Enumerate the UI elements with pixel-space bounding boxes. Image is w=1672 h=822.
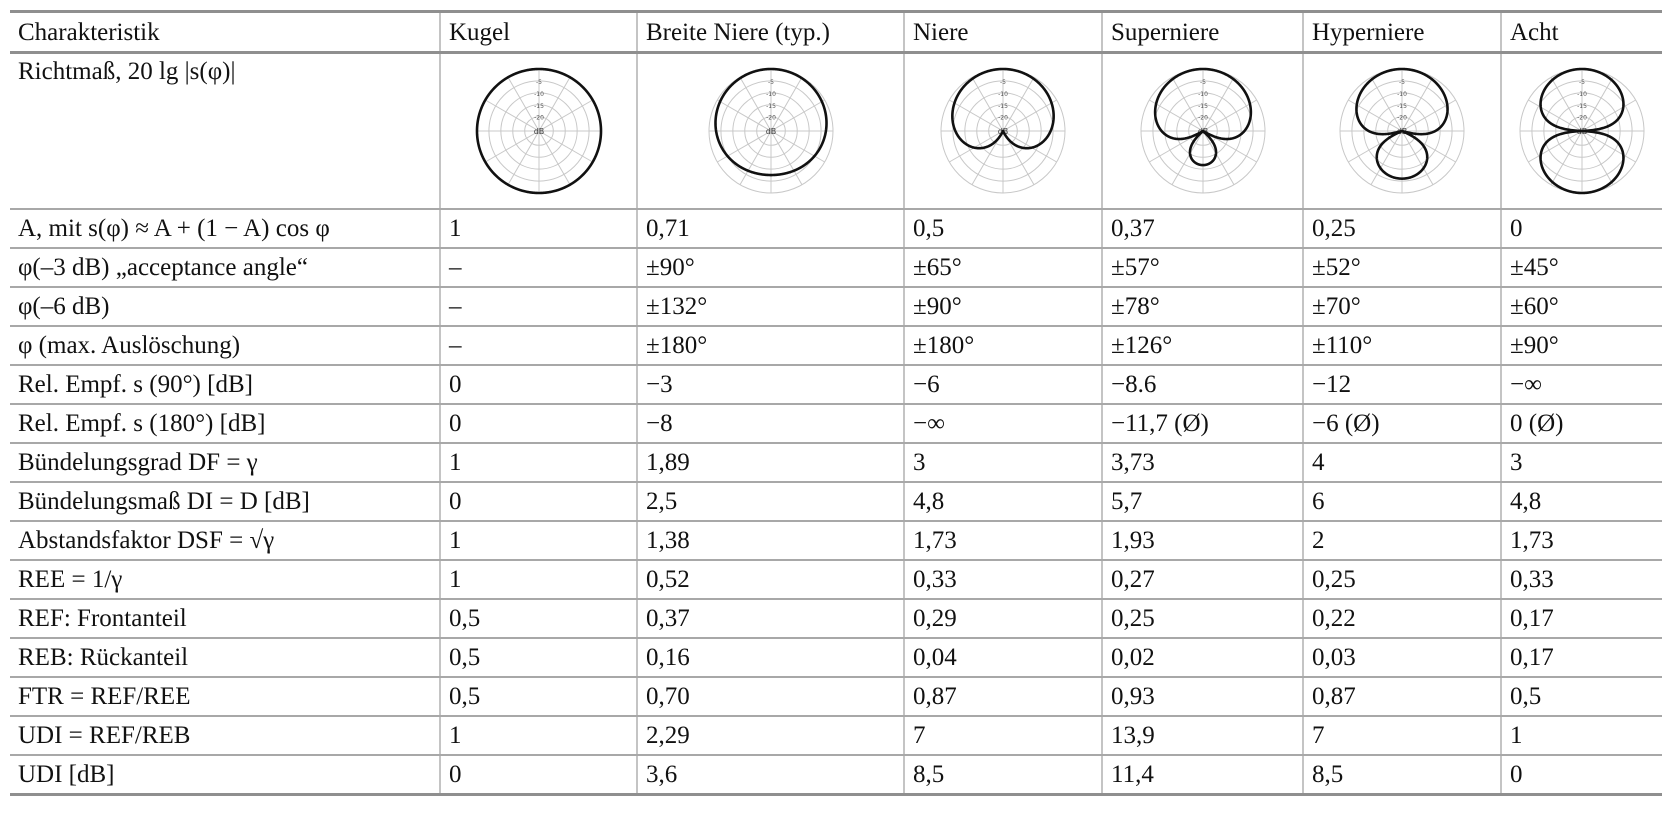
polar-diagram bbox=[1135, 63, 1271, 199]
table-cell: ±126° bbox=[1102, 326, 1303, 365]
table-cell: ±57° bbox=[1102, 248, 1303, 287]
table-cell: 4,8 bbox=[1501, 482, 1662, 521]
header-row bbox=[10, 12, 1662, 53]
ring-label: -10 bbox=[998, 90, 1008, 98]
row-label: Abstandsfaktor DSF = √γ bbox=[10, 521, 440, 560]
row-label: REB: Rückanteil bbox=[10, 638, 440, 677]
table-cell: ±90° bbox=[1501, 326, 1662, 365]
center-label: dB bbox=[1197, 127, 1208, 136]
table-row bbox=[10, 482, 1662, 521]
table-cell: ±52° bbox=[1303, 248, 1501, 287]
table-cell: 0,22 bbox=[1303, 599, 1501, 638]
table-cell: 7 bbox=[1303, 716, 1501, 755]
table-cell: −12 bbox=[1303, 365, 1501, 404]
table-cell: −∞ bbox=[904, 404, 1102, 443]
table-cell: 1 bbox=[1501, 716, 1662, 755]
table-cell: ±180° bbox=[904, 326, 1102, 365]
table-cell: −6 (Ø) bbox=[1303, 404, 1501, 443]
row-label: A, mit s(φ) ≈ A + (1 − A) cos φ bbox=[10, 209, 440, 248]
table-cell: ±60° bbox=[1501, 287, 1662, 326]
table-cell: 11,4 bbox=[1102, 755, 1303, 795]
table-cell: 0,5 bbox=[440, 599, 637, 638]
table-cell: 0,33 bbox=[1501, 560, 1662, 599]
center-label: dB bbox=[765, 127, 776, 136]
table-cell: 8,5 bbox=[1303, 755, 1501, 795]
polar-diagram bbox=[1334, 63, 1470, 199]
table-cell: 0,25 bbox=[1303, 560, 1501, 599]
table-cell: 1,38 bbox=[637, 521, 904, 560]
ring-label: -15 bbox=[1197, 102, 1208, 110]
row-label: φ (max. Auslöschung) bbox=[10, 326, 440, 365]
table-cell: ±180° bbox=[637, 326, 904, 365]
column-header: Acht bbox=[1501, 12, 1662, 53]
row-label: φ(–6 dB) bbox=[10, 287, 440, 326]
table-cell: – bbox=[440, 287, 637, 326]
table-cell: – bbox=[440, 248, 637, 287]
table-row bbox=[10, 404, 1662, 443]
ring-label: -10 bbox=[765, 90, 776, 98]
table-cell: 0,87 bbox=[904, 677, 1102, 716]
table-row bbox=[10, 248, 1662, 287]
table-cell: 0,03 bbox=[1303, 638, 1501, 677]
table-cell: ±78° bbox=[1102, 287, 1303, 326]
table-cell: ±45° bbox=[1501, 248, 1662, 287]
row-label: Bündelungsmaß DI = D [dB] bbox=[10, 482, 440, 521]
ring-label: -10 bbox=[1397, 90, 1407, 98]
table-cell: 0,02 bbox=[1102, 638, 1303, 677]
ring-label: -10 bbox=[1197, 90, 1208, 98]
table-cell: 0,5 bbox=[1501, 677, 1662, 716]
table-cell: 0 bbox=[440, 365, 637, 404]
column-header: Superniere bbox=[1102, 12, 1303, 53]
table-cell: 1 bbox=[440, 716, 637, 755]
row-label: Richtmaß, 20 lg |s(φ)| bbox=[10, 53, 440, 210]
ring-label: -5 bbox=[767, 78, 774, 86]
table-cell: 1 bbox=[440, 209, 637, 248]
table-row bbox=[10, 443, 1662, 482]
table-cell: 1 bbox=[440, 521, 637, 560]
table-cell: 2,5 bbox=[637, 482, 904, 521]
table-cell: 1,89 bbox=[637, 443, 904, 482]
polar-plot-cell bbox=[637, 53, 904, 210]
table-cell: 0,70 bbox=[637, 677, 904, 716]
table-cell: 0,33 bbox=[904, 560, 1102, 599]
column-header: Breite Niere (typ.) bbox=[637, 12, 904, 53]
polar-plot-cell bbox=[440, 53, 637, 210]
table-cell: 0,27 bbox=[1102, 560, 1303, 599]
ring-label: -20 bbox=[1197, 114, 1208, 122]
table-row bbox=[10, 521, 1662, 560]
table-cell: ±132° bbox=[637, 287, 904, 326]
table-cell: 0,37 bbox=[637, 599, 904, 638]
table-cell: 6 bbox=[1303, 482, 1501, 521]
polar-diagram bbox=[703, 63, 839, 199]
table-cell: 8,5 bbox=[904, 755, 1102, 795]
table-cell: 1,73 bbox=[1501, 521, 1662, 560]
table-cell: 0,52 bbox=[637, 560, 904, 599]
row-label: Rel. Empf. s (180°) [dB] bbox=[10, 404, 440, 443]
row-label: Bündelungsgrad DF = γ bbox=[10, 443, 440, 482]
polar-diagram bbox=[1514, 63, 1650, 199]
polar-plot-cell bbox=[1303, 53, 1501, 210]
center-label: dB bbox=[533, 127, 544, 136]
table-cell: 0,87 bbox=[1303, 677, 1501, 716]
center-label: dB bbox=[997, 127, 1009, 136]
table-cell: 0,25 bbox=[1303, 209, 1501, 248]
table-row bbox=[10, 326, 1662, 365]
table-cell: 0 bbox=[440, 755, 637, 795]
row-label: REF: Frontanteil bbox=[10, 599, 440, 638]
table-cell: ±70° bbox=[1303, 287, 1501, 326]
table-cell: −8.6 bbox=[1102, 365, 1303, 404]
table-row bbox=[10, 638, 1662, 677]
polar-plot-cell bbox=[904, 53, 1102, 210]
ring-label: -5 bbox=[1199, 78, 1206, 86]
ring-label: -15 bbox=[765, 102, 776, 110]
ring-label: -20 bbox=[765, 114, 776, 122]
table-cell: ±90° bbox=[637, 248, 904, 287]
table-cell: – bbox=[440, 326, 637, 365]
table-cell: 0,17 bbox=[1501, 638, 1662, 677]
table-cell: 0 (Ø) bbox=[1501, 404, 1662, 443]
ring-label: -20 bbox=[998, 114, 1008, 122]
table-row bbox=[10, 716, 1662, 755]
ring-label: -5 bbox=[1399, 78, 1405, 86]
row-label: REE = 1/γ bbox=[10, 560, 440, 599]
table-cell: 0 bbox=[440, 482, 637, 521]
polar-plot-cell bbox=[1501, 53, 1662, 210]
table-cell: 0,29 bbox=[904, 599, 1102, 638]
polar-plot-cell bbox=[1102, 53, 1303, 210]
polar-diagram bbox=[471, 63, 607, 199]
table-cell: 3 bbox=[1501, 443, 1662, 482]
table-cell: 4 bbox=[1303, 443, 1501, 482]
table-row bbox=[10, 560, 1662, 599]
table-cell: 0,25 bbox=[1102, 599, 1303, 638]
table-cell: −8 bbox=[637, 404, 904, 443]
ring-label: -15 bbox=[1397, 102, 1407, 110]
table-cell: 0,16 bbox=[637, 638, 904, 677]
table-cell: 0,71 bbox=[637, 209, 904, 248]
center-label: dB bbox=[1396, 127, 1408, 136]
polar-pattern-row bbox=[10, 53, 1662, 210]
table-cell: ±65° bbox=[904, 248, 1102, 287]
column-header: Niere bbox=[904, 12, 1102, 53]
table-row bbox=[10, 677, 1662, 716]
column-header: Hyperniere bbox=[1303, 12, 1501, 53]
table-cell: 4,8 bbox=[904, 482, 1102, 521]
row-label: UDI = REF/REB bbox=[10, 716, 440, 755]
table-cell: 0,5 bbox=[904, 209, 1102, 248]
row-label: FTR = REF/REE bbox=[10, 677, 440, 716]
table-cell: 0,37 bbox=[1102, 209, 1303, 248]
table-cell: 0,5 bbox=[440, 638, 637, 677]
polar-diagram bbox=[935, 63, 1071, 199]
ring-label: -20 bbox=[1577, 114, 1587, 122]
table-cell: 2 bbox=[1303, 521, 1501, 560]
table-cell: 1 bbox=[440, 560, 637, 599]
table-cell: 0,17 bbox=[1501, 599, 1662, 638]
ring-label: -10 bbox=[533, 90, 544, 98]
ring-label: -15 bbox=[533, 102, 544, 110]
table-cell: −6 bbox=[904, 365, 1102, 404]
row-label: UDI [dB] bbox=[10, 755, 440, 795]
ring-label: -5 bbox=[1579, 78, 1585, 86]
table-cell: 1,93 bbox=[1102, 521, 1303, 560]
table-row bbox=[10, 209, 1662, 248]
ring-label: -5 bbox=[1000, 78, 1006, 86]
table-cell: 0 bbox=[440, 404, 637, 443]
table-cell: −11,7 (Ø) bbox=[1102, 404, 1303, 443]
table-cell: ±110° bbox=[1303, 326, 1501, 365]
table-row bbox=[10, 365, 1662, 404]
table-cell: 5,7 bbox=[1102, 482, 1303, 521]
table-cell: 0 bbox=[1501, 209, 1662, 248]
table-row bbox=[10, 287, 1662, 326]
table-cell: 0,93 bbox=[1102, 677, 1303, 716]
ring-label: -10 bbox=[1577, 90, 1587, 98]
row-label: Rel. Empf. s (90°) [dB] bbox=[10, 365, 440, 404]
ring-label: -15 bbox=[998, 102, 1008, 110]
table-cell: 3,6 bbox=[637, 755, 904, 795]
table-cell: 3 bbox=[904, 443, 1102, 482]
column-header: Charakteristik bbox=[10, 12, 440, 53]
center-label: dB bbox=[1576, 127, 1588, 136]
table-row bbox=[10, 755, 1662, 795]
ring-label: -5 bbox=[535, 78, 542, 86]
table-cell: 0,04 bbox=[904, 638, 1102, 677]
table-cell: 1,73 bbox=[904, 521, 1102, 560]
microphone-characteristics-table bbox=[10, 10, 1662, 796]
table-cell: 2,29 bbox=[637, 716, 904, 755]
row-label: φ(–3 dB) „acceptance angle“ bbox=[10, 248, 440, 287]
table-cell: 3,73 bbox=[1102, 443, 1303, 482]
ring-label: -15 bbox=[1577, 102, 1587, 110]
table-cell: 13,9 bbox=[1102, 716, 1303, 755]
table-cell: 0,5 bbox=[440, 677, 637, 716]
column-header: Kugel bbox=[440, 12, 637, 53]
table-cell: ±90° bbox=[904, 287, 1102, 326]
table-cell: −∞ bbox=[1501, 365, 1662, 404]
ring-label: -20 bbox=[1397, 114, 1407, 122]
table-cell: 0 bbox=[1501, 755, 1662, 795]
table-cell: −3 bbox=[637, 365, 904, 404]
table-cell: 7 bbox=[904, 716, 1102, 755]
table-container bbox=[10, 10, 1662, 796]
table-row bbox=[10, 599, 1662, 638]
ring-label: -20 bbox=[533, 114, 544, 122]
table-cell: 1 bbox=[440, 443, 637, 482]
